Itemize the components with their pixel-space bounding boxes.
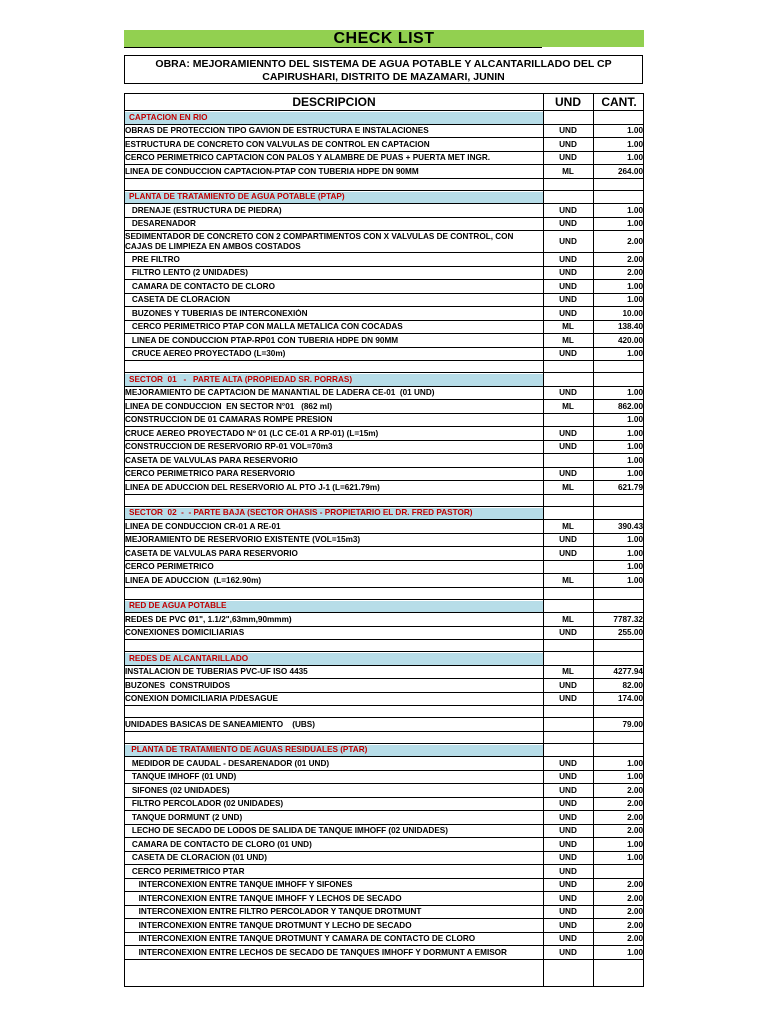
row-unit: UND (559, 920, 577, 930)
row-quantity: 1.00 (627, 281, 643, 291)
table-row (125, 204, 643, 218)
row-description: CONSTRUCCION DE RESERVORIO RP-01 VOL=70m3 (125, 442, 333, 452)
row-description: CERCO PERIMETRICO PTAP CON MALLA METALICA CON COCADAS (125, 322, 403, 332)
row-description: INTERCONEXION ENTRE TANQUE IMHOFF Y SIFONES (125, 880, 353, 890)
row-unit: UND (559, 772, 577, 782)
row-unit: UND (559, 839, 577, 849)
section-header (125, 744, 643, 758)
row-quantity: 1.00 (627, 349, 643, 359)
row-unit: UND (559, 237, 577, 246)
row-unit: ML (562, 667, 574, 677)
row-description: FILTRO LENTO (2 UNIDADES) (125, 268, 248, 278)
row-description: CAPTACION EN RIO (129, 112, 208, 122)
row-quantity: 2.00 (627, 254, 643, 264)
table-row (125, 798, 643, 812)
table-row (125, 294, 643, 308)
row-description: FILTRO PERCOLADOR (02 UNIDADES) (125, 799, 284, 809)
row-description: CRUCE AEREO PROYECTADO (L=30m) (125, 349, 286, 359)
row-description: CERCO PERIMETRICO PARA RESERVORIO (125, 469, 295, 479)
row-unit: UND (559, 812, 577, 822)
row-quantity: 1.00 (627, 535, 643, 545)
table-row (125, 400, 643, 414)
row-unit: UND (559, 388, 577, 398)
table-row (125, 427, 643, 441)
row-description: INTERCONEXION ENTRE TANQUE IMHOFF Y LECHOS DE SECADO (125, 893, 402, 903)
table-row (125, 865, 643, 879)
table-row (125, 218, 643, 232)
row-quantity: 1.00 (627, 455, 643, 465)
table-row (125, 280, 643, 294)
table-row (125, 520, 643, 534)
page-title: CHECK LIST (333, 29, 435, 47)
table-row (125, 253, 643, 267)
row-quantity: 138.40 (617, 322, 643, 332)
row-unit: ML (562, 322, 574, 332)
table-row (125, 454, 643, 468)
table-row (125, 534, 643, 548)
table-row (125, 838, 643, 852)
row-description-line2: CAJAS DE LIMPIEZA EN AMBOS COSTADOS (125, 242, 301, 251)
table-row (125, 387, 643, 401)
header-cant: CANT. (601, 95, 637, 109)
row-unit: UND (559, 907, 577, 917)
row-description: LINEA DE ADUCCION (L=162.90m) (125, 575, 262, 585)
table-row (125, 152, 643, 166)
row-quantity: 420.00 (617, 335, 643, 345)
row-quantity: 1.00 (627, 758, 643, 768)
row-description: INTERCONEXION ENTRE TANQUE DROTMUNT Y LECHO DE SECADO (125, 920, 412, 930)
row-quantity: 1.00 (627, 295, 643, 305)
row-description: MEDIDOR DE CAUDAL - DESARENADOR (01 UND) (125, 758, 330, 768)
row-unit: UND (559, 548, 577, 558)
row-quantity: 82.00 (622, 680, 643, 690)
table-row (125, 933, 643, 947)
row-description: SIFONES (02 UNIDADES) (125, 785, 230, 795)
row-quantity: 2.00 (627, 907, 643, 917)
row-quantity: 264.00 (617, 166, 643, 176)
row-unit: UND (559, 866, 577, 876)
table-row (125, 666, 643, 680)
row-unit: UND (559, 758, 577, 768)
checklist-table (124, 93, 644, 987)
table-row (125, 561, 643, 575)
row-unit: UND (559, 628, 577, 638)
row-unit: UND (559, 349, 577, 359)
table-row (125, 919, 643, 933)
table-row (125, 334, 643, 348)
section-header (125, 507, 643, 521)
row-quantity: 2.00 (627, 826, 643, 836)
row-description: PLANTA DE TRATAMIENTO DE AGUA POTABLE (PTAP) (129, 192, 345, 202)
row-unit: UND (559, 680, 577, 690)
row-description: CONEXIONES DOMICILIARIAS (125, 628, 245, 638)
table-row (125, 825, 643, 839)
row-description: BUZONES CONSTRUIDOS (125, 680, 231, 690)
row-quantity: 4277.94 (613, 667, 643, 677)
row-quantity: 1.00 (627, 388, 643, 398)
row-border (125, 959, 643, 960)
row-unit: ML (562, 335, 574, 345)
row-description: CONSTRUCCION DE 01 CAMARAS ROMPE PRESION (125, 415, 333, 425)
row-description: CERCO PERIMETRICO PTAR (125, 866, 245, 876)
row-unit: UND (559, 219, 577, 229)
row-unit: UND (559, 785, 577, 795)
row-unit: UND (559, 853, 577, 863)
row-description: REDES DE ALCANTARILLADO (129, 653, 249, 663)
table-row (125, 892, 643, 906)
row-quantity: 1.00 (627, 839, 643, 849)
row-unit: UND (559, 428, 577, 438)
header-und: UND (555, 95, 581, 109)
table-row (125, 613, 643, 627)
row-quantity: 1.00 (627, 853, 643, 863)
row-unit: ML (562, 521, 574, 531)
row-description: TANQUE DORMUNT (2 UND) (125, 812, 243, 822)
row-quantity: 2.00 (627, 785, 643, 795)
row-unit: UND (559, 139, 577, 149)
row-quantity: 2.00 (627, 920, 643, 930)
row-unit: UND (559, 880, 577, 890)
row-quantity: 2.00 (627, 934, 643, 944)
project-name: OBRA: MEJORAMIENNTO DEL SISTEMA DE AGUA POTABLE Y ALCANTARILLADO DEL CP CAPIRUSHARI, DISTRITO DE MAZAMARI, JUNIN (124, 55, 643, 84)
row-quantity: 1.00 (627, 205, 643, 215)
row-description: INTERCONEXION ENTRE TANQUE DROTMUNT Y CAMARA DE CONTACTO DE CLORO (125, 934, 476, 944)
row-quantity: 2.00 (627, 237, 643, 246)
row-unit: UND (559, 295, 577, 305)
row-description: ESTRUCTURA DE CONCRETO CON VALVULAS DE CONTROL EN CAPTACION (125, 139, 430, 149)
row-quantity: 2.00 (627, 799, 643, 809)
row-unit: ML (562, 401, 574, 411)
row-description: LINEA DE CONDUCCION CAPTACION-PTAP CON TUBERIA HDPE DN 90MM (125, 166, 419, 176)
row-description: LINEA DE CONDUCCION PTAP-RP01 CON TUBERIA HDPE DN 90MM (125, 335, 399, 345)
table-row (125, 231, 643, 253)
row-unit: UND (559, 799, 577, 809)
row-description: TANQUE IMHOFF (01 UND) (125, 772, 237, 782)
row-description: PLANTA DE TRATAMIENTO DE AGUAS RESIDUALES (PTAR) (129, 745, 368, 755)
row-quantity: 7787.32 (613, 614, 643, 624)
row-description: LINEA DE ADUCCION DEL RESERVORIO AL PTO J-1 (L=621.79m) (125, 482, 380, 492)
section-header (125, 373, 643, 387)
row-unit: UND (559, 126, 577, 136)
row-description: CERCO PERIMETRICO (125, 562, 214, 572)
row-quantity: 1.00 (627, 442, 643, 452)
row-description: INTERCONEXION ENTRE FILTRO PERCOLADOR Y TANQUE DROTMUNT (125, 907, 422, 917)
section-header (125, 652, 643, 666)
row-description: DESARENADOR (125, 219, 196, 229)
row-description: INSTALACION DE TUBERIAS PVC-UF ISO 4435 (125, 667, 308, 677)
row-description: CASETA DE CLORACION (01 UND) (125, 853, 267, 863)
table-header (125, 94, 643, 111)
row-unit: ML (562, 482, 574, 492)
table-row (125, 468, 643, 482)
row-unit: UND (559, 934, 577, 944)
row-description: SECTOR 02 - - PARTE BAJA (SECTOR OHASIS - PROPIETARIO EL DR. FRED PASTOR) (129, 508, 473, 518)
table-row (125, 811, 643, 825)
row-unit: UND (559, 826, 577, 836)
row-quantity: 1.00 (627, 139, 643, 149)
table-row (125, 879, 643, 893)
table-row (125, 481, 643, 495)
row-unit: UND (559, 205, 577, 215)
row-quantity: 174.00 (617, 694, 643, 704)
row-quantity: 1.00 (627, 548, 643, 558)
row-quantity: 1.00 (627, 219, 643, 229)
table-row (125, 414, 643, 428)
table-row (125, 267, 643, 281)
row-quantity: 1.00 (627, 153, 643, 163)
row-quantity: 2.00 (627, 812, 643, 822)
row-quantity: 862.00 (617, 401, 643, 411)
row-quantity: 2.00 (627, 268, 643, 278)
table-row (125, 784, 643, 798)
table-row (125, 693, 643, 707)
row-quantity: 390.43 (617, 521, 643, 531)
row-unit: ML (562, 575, 574, 585)
row-quantity: 10.00 (622, 308, 643, 318)
row-quantity: 1.00 (627, 469, 643, 479)
row-description: BUZONES Y TUBERIAS DE INTERCONEXIÓN (125, 308, 308, 318)
row-unit: UND (559, 469, 577, 479)
title-bar (124, 30, 644, 47)
table-row (125, 946, 643, 960)
table-row (125, 348, 643, 362)
row-description: UNIDADES BASICAS DE SANEAMIENTO (UBS) (125, 719, 315, 729)
row-quantity: 1.00 (627, 947, 643, 957)
row-unit: UND (559, 268, 577, 278)
row-unit: UND (559, 281, 577, 291)
row-description: PRE FILTRO (125, 254, 180, 264)
row-description: RED DE AGUA POTABLE (129, 601, 227, 611)
row-quantity: 255.00 (617, 628, 643, 638)
table-row (125, 547, 643, 561)
row-description: SECTOR 01 - PARTE ALTA (PROPIEDAD SR. PORRAS) (129, 374, 353, 384)
table-row (125, 574, 643, 588)
row-unit: UND (559, 308, 577, 318)
header-descripcion: DESCRIPCION (292, 95, 376, 109)
row-description: CASETA DE VALVULAS PARA RESERVORIO (125, 548, 298, 558)
row-unit: UND (559, 153, 577, 163)
row-unit: UND (559, 694, 577, 704)
row-quantity: 621.79 (617, 482, 643, 492)
table-row (125, 718, 643, 732)
section-header (125, 111, 643, 125)
table-row (125, 679, 643, 693)
row-unit: UND (559, 893, 577, 903)
row-description: CRUCE AEREO PROYECTADO Nº 01 (LC CE-01 A RP-01) (L=15m) (125, 428, 379, 438)
row-description: OBRAS DE PROTECCION TIPO GAVION DE ESTRUCTURA E INSTALACIONES (125, 126, 429, 136)
row-quantity: 79.00 (622, 719, 643, 729)
row-unit: UND (559, 442, 577, 452)
row-quantity: 1.00 (627, 428, 643, 438)
row-quantity: 2.00 (627, 880, 643, 890)
row-description: SEDIMENTADOR DE CONCRETO CON 2 COMPARTIMENTOS CON X VALVULAS DE CONTROL, CON (125, 232, 514, 241)
table-row (125, 307, 643, 321)
row-unit: ML (562, 166, 574, 176)
table-row (125, 771, 643, 785)
table-row (125, 627, 643, 641)
row-description: CAMARA DE CONTACTO DE CLORO (125, 281, 275, 291)
table-row (125, 138, 643, 152)
table-row (125, 757, 643, 771)
row-description: LINEA DE CONDUCCION CR-01 A RE-01 (125, 521, 281, 531)
row-description: CASETA DE VALVULAS PARA RESERVORIO (125, 455, 298, 465)
row-description: REDES DE PVC Ø1", 1.1/2",63mm,90mmm) (125, 614, 292, 624)
row-quantity: 1.00 (627, 772, 643, 782)
row-unit: UND (559, 947, 577, 957)
row-quantity: 1.00 (627, 562, 643, 572)
table-row (125, 906, 643, 920)
row-description: CAMARA DE CONTACTO DE CLORO (01 UND) (125, 839, 312, 849)
row-description: LINEA DE CONDUCCION EN SECTOR N°01 (862 ml) (125, 401, 333, 411)
row-quantity: 1.00 (627, 126, 643, 136)
section-header (125, 600, 643, 614)
row-unit: UND (559, 254, 577, 264)
section-header (125, 191, 643, 205)
title-underline (124, 47, 542, 48)
row-unit: UND (559, 535, 577, 545)
row-unit: ML (562, 614, 574, 624)
row-description: LECHO DE SECADO DE LODOS DE SALIDA DE TANQUE IMHOFF (02 UNIDADES) (125, 826, 448, 836)
row-description: CONEXION DOMICILIARIA P/DESAGUE (125, 694, 278, 704)
row-description: MEJORAMIENTO DE RESERVORIO EXISTENTE (VOL=15m3) (125, 535, 361, 545)
table-row (125, 125, 643, 139)
row-quantity: 2.00 (627, 893, 643, 903)
row-description: MEJORAMIENTO DE CAPTACION DE MANANTIAL DE LADERA CE-01 (01 UND) (125, 388, 435, 398)
row-description: INTERCONEXION ENTRE LECHOS DE SECADO DE TANQUES IMHOFF Y DORMUNT A EMISOR (125, 947, 507, 957)
table-row (125, 441, 643, 455)
table-row (125, 321, 643, 335)
row-description: DRENAJE (ESTRUCTURA DE PIEDRA) (125, 205, 282, 215)
row-quantity: 1.00 (627, 415, 643, 425)
table-row (125, 165, 643, 179)
row-quantity: 1.00 (627, 575, 643, 585)
row-description: CERCO PERIMETRICO CAPTACION CON PALOS Y ALAMBRE DE PUAS + PUERTA MET INGR. (125, 153, 491, 163)
row-description: CASETA DE CLORACION (125, 295, 231, 305)
table-row (125, 852, 643, 866)
